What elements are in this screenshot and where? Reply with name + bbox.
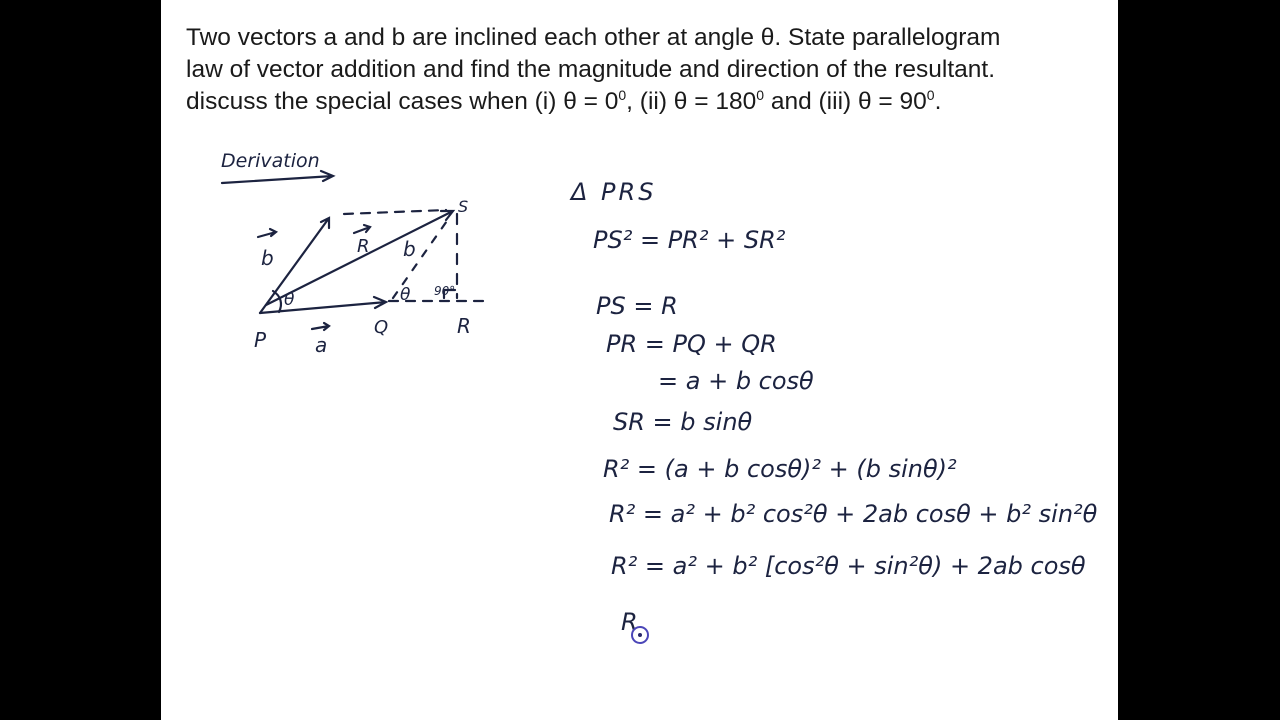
eq-r-squared-1: R² = (a + b cosθ)² + (b sinθ)² [603,455,957,483]
svg-text:90°: 90° [434,284,456,298]
eq-r-squared-2: R² = a² + b² cos²θ + 2ab cosθ + b² sin²θ [609,500,1098,528]
pen-cursor-icon [631,626,649,644]
question-line-2: law of vector addition and find the magnitude and direction of the resultant. [186,56,996,83]
eq-r-squared-3: R² = a² + b² [cos²θ + sin²θ) + 2ab cosθ [611,552,1086,580]
slide [161,0,1118,720]
svg-text:b: b [261,246,274,270]
eq-sr: SR = b sinθ [613,408,753,436]
eq-r: R [621,608,638,636]
svg-text:R: R [457,314,471,338]
question-line-1: Two vectors a and b are inclined each other at angle θ. State parallelogram [186,24,1001,51]
eq-ps: PS = R [596,292,678,320]
svg-text:Q: Q [374,317,389,338]
heading-derivation: Derivation [221,150,320,172]
svg-text:P: P [254,328,267,352]
svg-text:a: a [315,333,328,357]
question-line-3: discuss the special cases when (i) $\theta = 0^0$, (ii) $\theta = 180^0$ and (iii) $\theta = 90^0$. [186,87,942,115]
svg-text:R: R [357,236,370,257]
svg-text:θ: θ [400,285,411,305]
svg-text:θ: θ [284,290,295,310]
svg-text:S: S [458,197,469,216]
eq-pr: PR = PQ + QR [606,330,777,358]
eq-pr-expanded: = a + b cosθ [658,367,814,395]
parallelogram-diagram [161,0,1118,720]
svg-text:b: b [403,237,416,261]
eq-pythagoras: PS² = PR² + SR² [593,226,786,254]
eq-triangle: Δ PRS [571,178,657,206]
